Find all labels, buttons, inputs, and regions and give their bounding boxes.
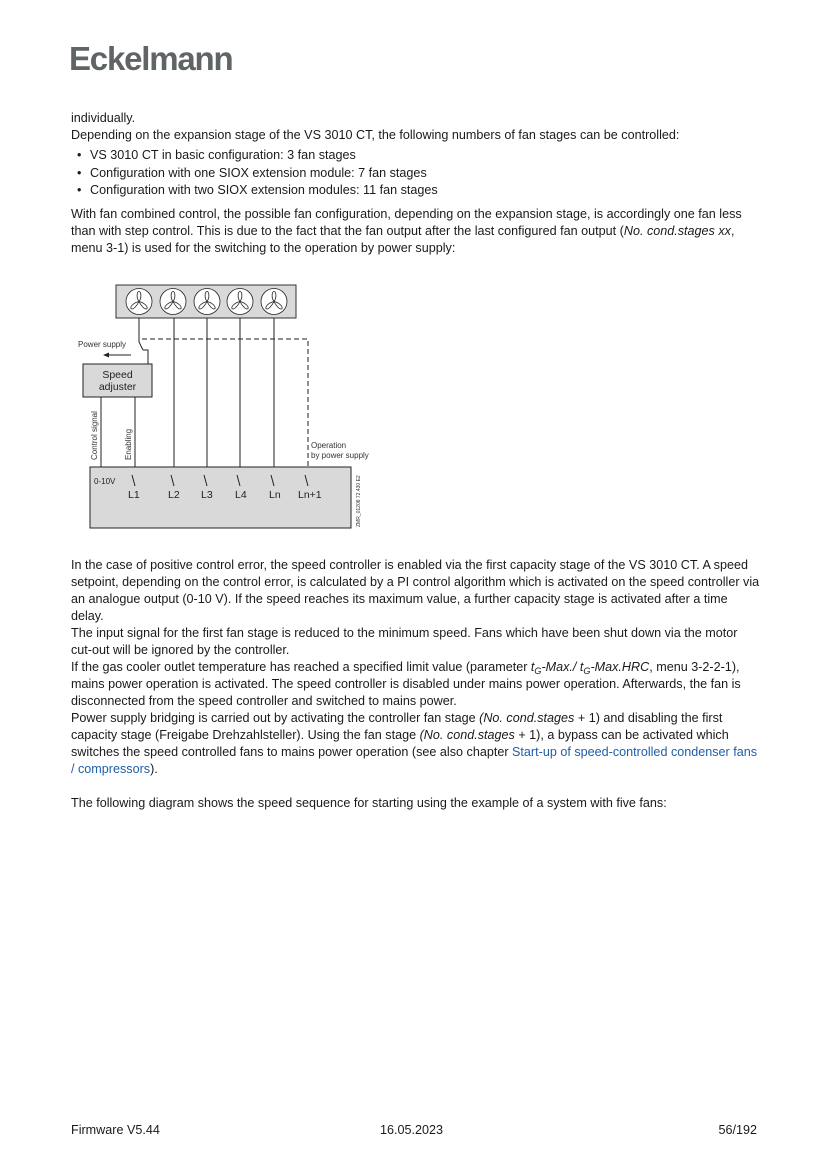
paragraph: individually. <box>71 111 136 125</box>
drawing-code: ZMR_01208 72.430 E2 <box>356 475 362 527</box>
paragraph: If the gas cooler outlet temperature has reached a specified limit value (parameter $t_G-Max./$ $t_G-Max.HRC$, menu 3-2-2-1), mains power operation is activated. The speed controller is disabled under mains power operation. Afterwards, the fan is disconnected from the speed controller and switched to mains power. <box>71 660 741 708</box>
paragraph: The following diagram shows the speed sequence for starting using the example of a system with five fans: <box>71 796 667 810</box>
svg-text:L2: L2 <box>168 489 180 501</box>
svg-text:Ln: Ln <box>269 489 281 501</box>
paragraph: The input signal for the first fan stage is reduced to the minimum speed. Fans which have been shut down via the motor cut-out will be ignored by the controller. <box>71 626 738 657</box>
fan-stage-list <box>71 147 761 200</box>
control-signal-label: Control signal <box>90 411 99 460</box>
paragraph: With fan combined control, the possible fan configuration, depending on the expansion stage, is accordingly one fan less than with step control. This is due to the fact that the fan output after the last configured fan output (No. cond.stages xx, menu 3-1) is used for the switching to the operation by power supply: <box>71 206 742 255</box>
paragraph: Power supply bridging is carried out by activating the controller fan stage (No. cond.stages + 1) and disabling the first capacity stage (Freigabe Drehzahlsteller). Using the fan stage (No. cond.stages + 1), a bypass can be activated which switches the speed controlled fans to mains power operation (see also chapter Start-up of speed-controlled condenser fans / compressors). <box>71 711 758 776</box>
list-item: • Configuration with one SIOX extension module: 7 fan stages <box>90 165 761 183</box>
svg-text:L3: L3 <box>201 489 213 501</box>
list-item: • VS 3010 CT in basic configuration: 3 fan stages <box>90 147 761 165</box>
svg-text:L1: L1 <box>128 489 140 501</box>
list-item: • Configuration with two SIOX extension modules: 11 fan stages <box>90 182 761 200</box>
eckelmann-logo: Eckelmann <box>69 40 233 77</box>
startup-chapter-link[interactable]: Start-up of speed-controlled condenser fans / compressors <box>71 745 758 776</box>
fan-wiring-diagram <box>70 280 390 540</box>
paragraph: Depending on the expansion stage of the VS 3010 CT, the following numbers of fan stages can be controlled: <box>71 128 680 142</box>
svg-text:Speed: Speed <box>102 369 133 381</box>
svg-text:Operation: Operation <box>311 441 347 450</box>
svg-text:L4: L4 <box>235 489 247 501</box>
footer-date: 16.05.2023 <box>380 1123 444 1137</box>
svg-text:adjuster: adjuster <box>98 381 137 393</box>
svg-text:by power supply: by power supply <box>311 451 369 460</box>
svg-text:0-10V: 0-10V <box>94 477 116 486</box>
paragraph: In the case of positive control error, the speed controller is enabled via the first capacity stage of the VS 3010 CT. A speed setpoint, depending on the control error, is calculated by a PI control algorithm which is activated on the speed controller via an analogue output (0-10 V). If the speed reaches its maximum value, a further capacity stage is activated after a time delay. <box>71 558 760 623</box>
enabling-label: Enabling <box>124 428 133 460</box>
page-number: 56/192 <box>718 1123 757 1137</box>
firmware-version: Firmware V5.44 <box>71 1123 160 1137</box>
svg-text:Ln+1: Ln+1 <box>298 489 322 501</box>
power-supply-label: Power supply <box>78 340 127 349</box>
document-body <box>71 110 761 257</box>
document-body-lower <box>71 557 761 812</box>
